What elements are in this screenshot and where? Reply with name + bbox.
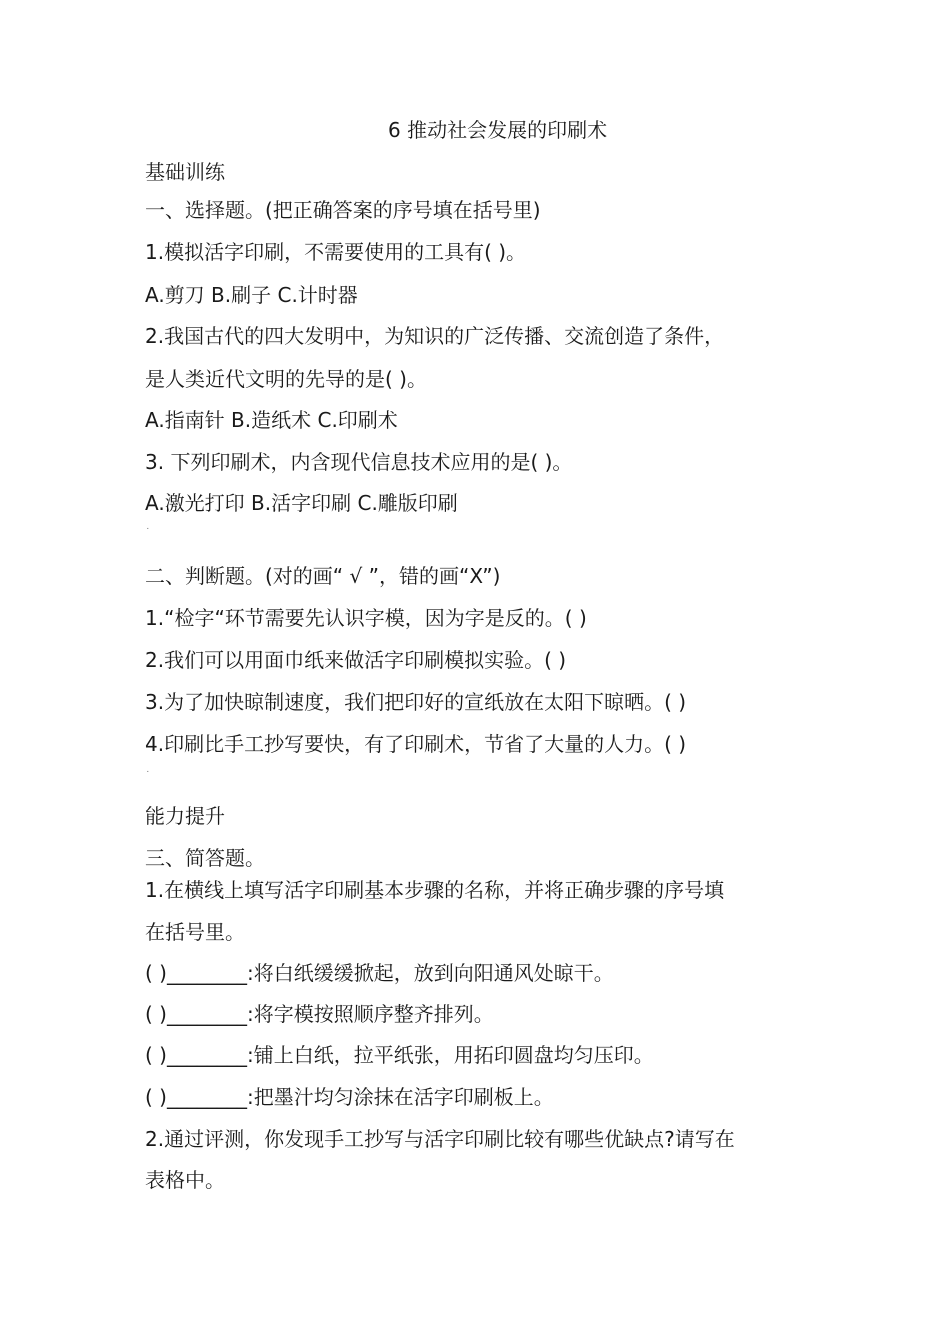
question-1-3-options: A.激光打印 B.活字印刷 C.雕版印刷	[145, 491, 458, 515]
question-section-3-heading: 三、简答题。	[145, 846, 265, 870]
section-basic-heading: 基础训练	[145, 160, 225, 184]
paragraph-mark: ˙	[145, 526, 151, 539]
question-2-3: 3.为了加快晾制速度，我们把印好的宣纸放在太阳下晾晒。( )	[145, 690, 687, 714]
section-advanced-heading: 能力提升	[145, 804, 225, 828]
question-3-1-line1: 1.在横线上填写活字印刷基本步骤的名称，并将正确步骤的序号填	[145, 878, 725, 902]
question-1-2-line2: 是人类近代文明的先导的是( )。	[145, 367, 427, 391]
question-1-2-line1: 2.我国古代的四大发明中，为知识的广泛传播、交流创造了条件，	[145, 324, 725, 348]
question-3-1-line2: 在括号里。	[145, 920, 245, 944]
paragraph-mark: ˙	[145, 769, 151, 782]
question-3-2-line2: 表格中。	[145, 1168, 225, 1192]
question-3-step-2: ( )________:将字模按照顺序整齐排列。	[145, 1002, 494, 1026]
question-section-2-heading: 二、判断题。(对的画“ √ ”，错的画“X”)	[145, 564, 501, 588]
question-3-step-1: ( )________:将白纸缓缓掀起，放到向阳通风处晾干。	[145, 961, 614, 985]
question-1-3: 3. 下列印刷术，内含现代信息技术应用的是( )。	[145, 450, 573, 474]
question-section-1-heading: 一、选择题。(把正确答案的序号填在括号里)	[145, 198, 541, 222]
question-2-1: 1.“检字“环节需要先认识字模，因为字是反的。( )	[145, 606, 587, 630]
question-1-2-options: A.指南针 B.造纸术 C.印刷术	[145, 408, 398, 432]
question-1-1-options: A.剪刀 B.刷子 C.计时器	[145, 283, 358, 307]
question-3-step-3: ( )________:铺上白纸，拉平纸张，用拓印圆盘均匀压印。	[145, 1043, 654, 1067]
question-2-2: 2.我们可以用面巾纸来做活字印刷模拟实验。( )	[145, 648, 567, 672]
question-3-2-line1: 2.通过评测，你发现手工抄写与活字印刷比较有哪些优缺点?请写在	[145, 1127, 735, 1151]
document-title: 6 推动社会发展的印刷术	[388, 118, 608, 142]
question-1-1: 1.模拟活字印刷，不需要使用的工具有( )。	[145, 240, 527, 264]
question-2-4: 4.印刷比手工抄写要快，有了印刷术，节省了大量的人力。( )	[145, 732, 687, 756]
question-3-step-4: ( )________:把墨汁均匀涂抹在活字印刷板上。	[145, 1085, 554, 1109]
